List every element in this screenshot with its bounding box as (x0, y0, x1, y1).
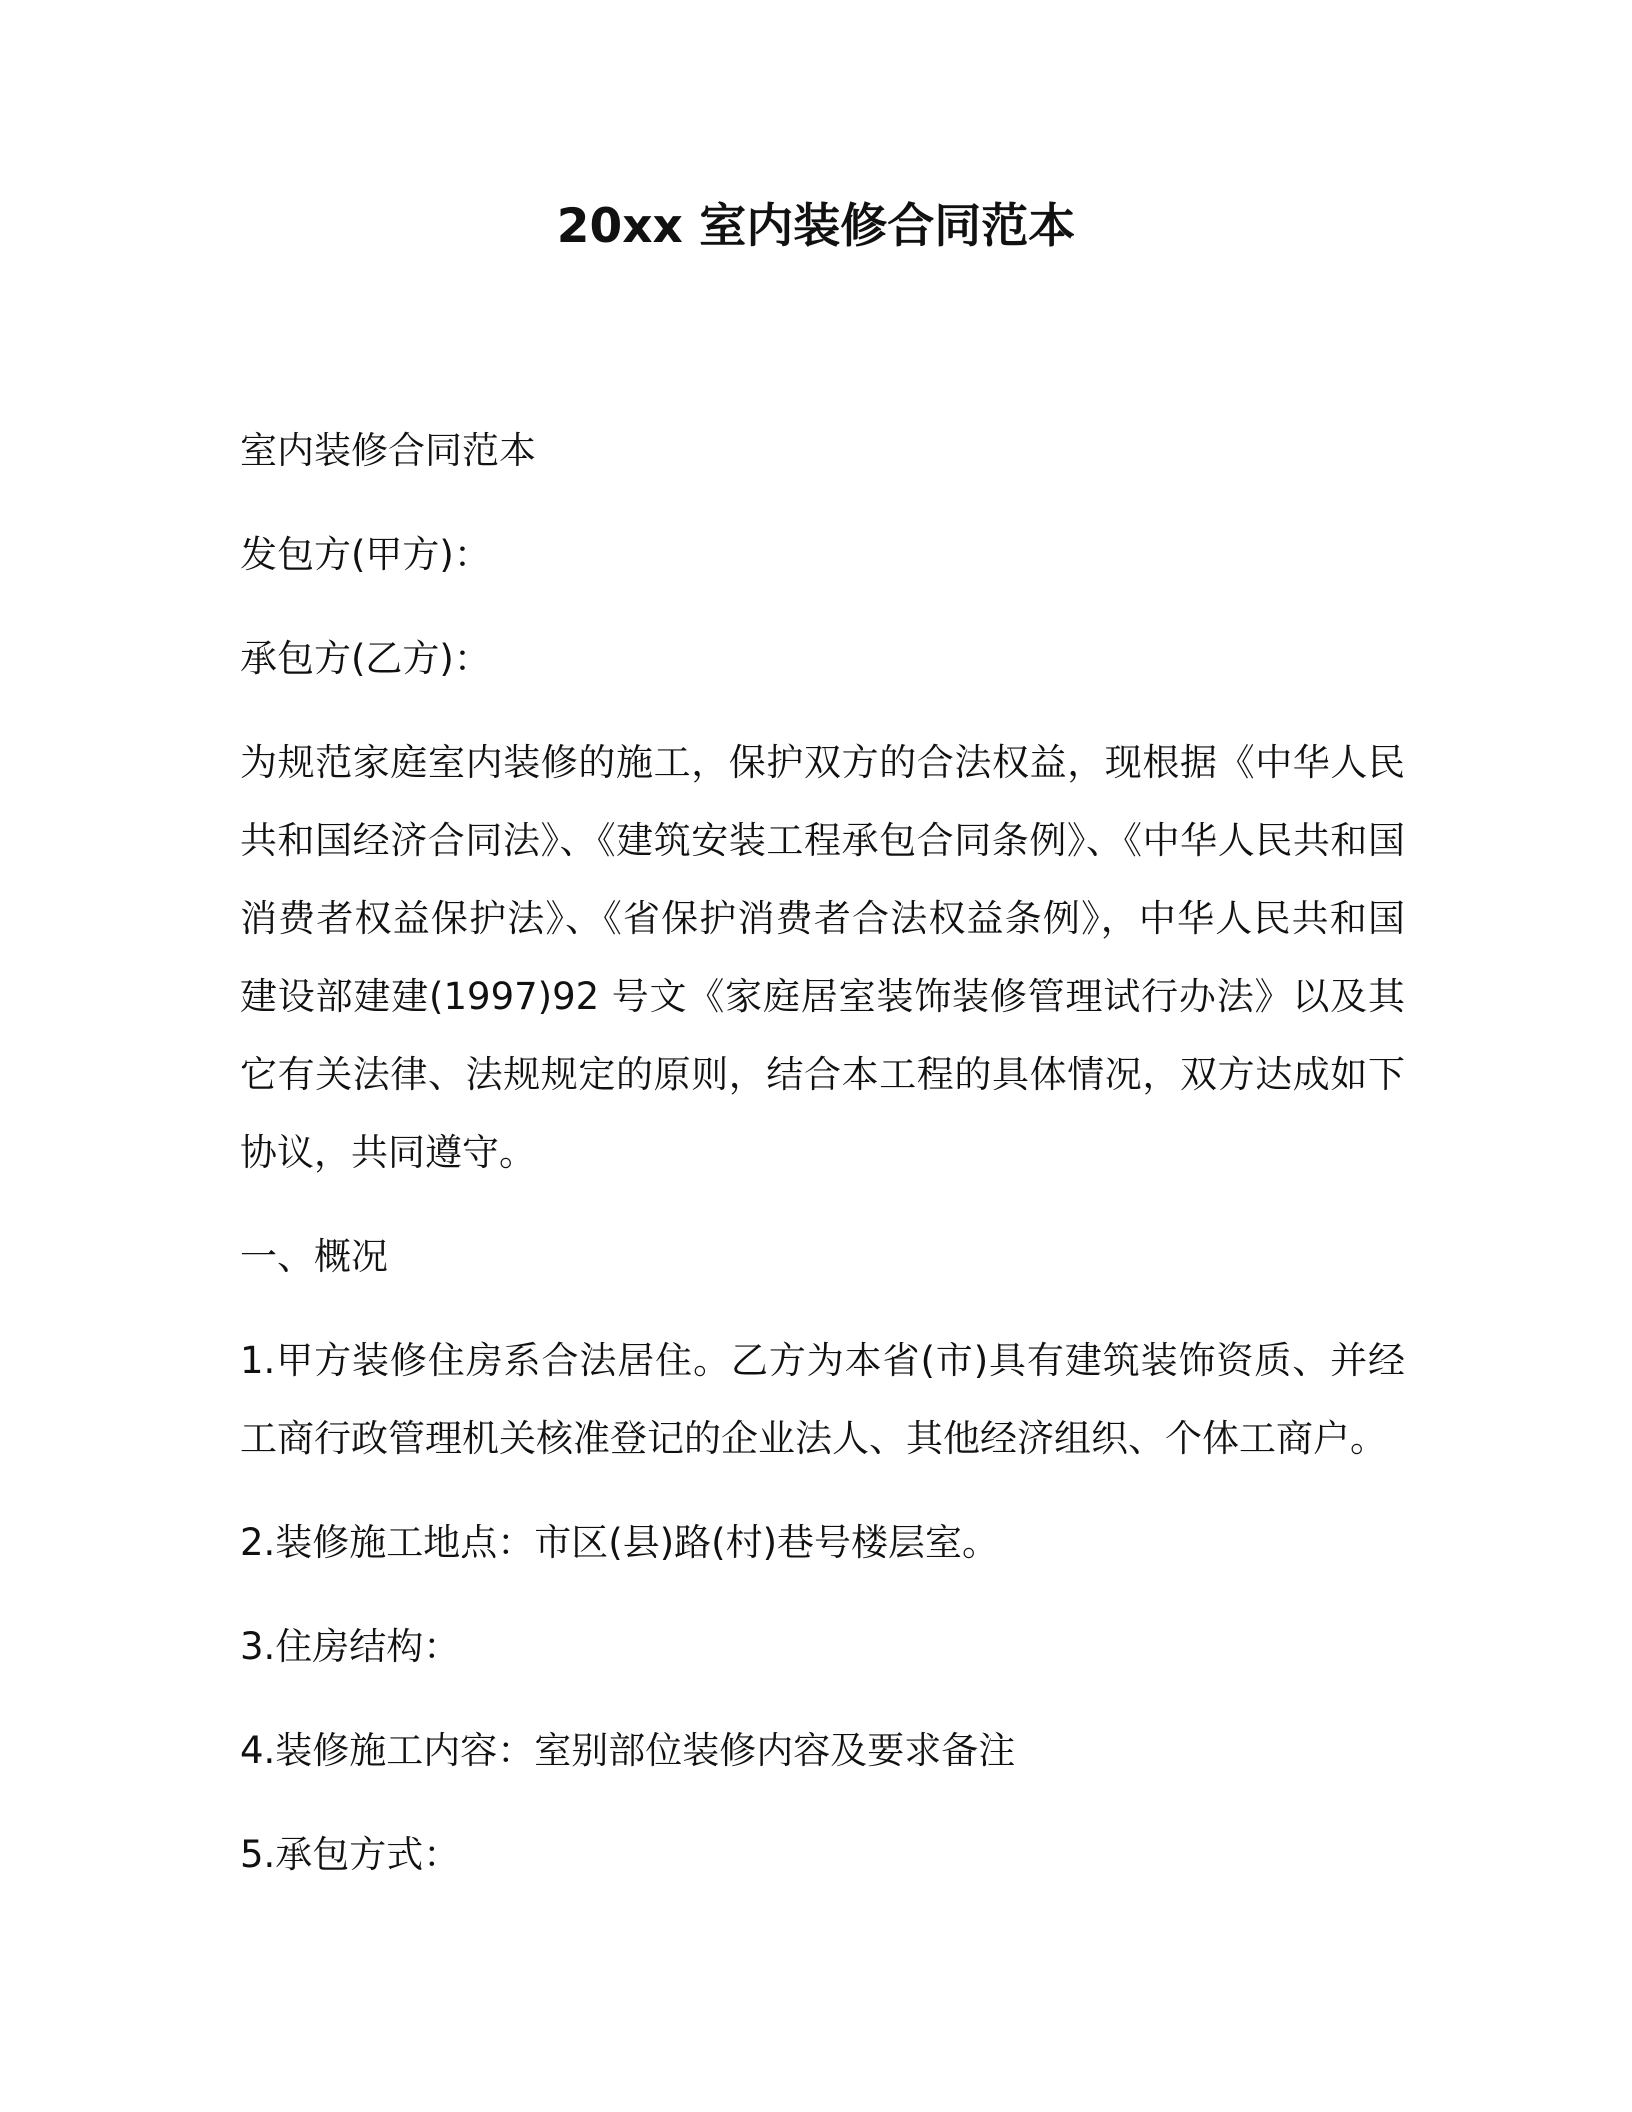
clause-3: 3.住房结构： (240, 1625, 461, 1668)
preamble-paragraph: 为规范家庭室内装修的施工，保护双方的合法权益，现根据《中华人民共和国经济合同法》、《建筑安装工程承包合同条例》、《中华人民共和国消费者权益保护法》、《省保护消费者合法权益条例》，中华人民共和国建设部建建(1997)92 号文《家庭居室装饰装修管理试行办法》以及其它有关法律、法规规定的原则，结合本工程的具体情况，双方达成如下协议，共同遵守。 (240, 741, 1405, 1174)
party-b-line: 承包方(乙方)： (240, 637, 491, 680)
clause-4: 4.装修施工内容：室别部位装修内容及要求备注 (240, 1729, 1016, 1772)
clause-1: 1.甲方装修住房系合法居住。乙方为本省(市)具有建筑装饰资质、并经工商行政管理机关核准登记的企业法人、其他经济组织、个体工商户。 (240, 1339, 1405, 1460)
party-a-line: 发包方(甲方)： (240, 533, 491, 576)
subtitle-paragraph: 室内装修合同范本 (240, 429, 536, 472)
document-title: 20xx 室内装修合同范本 (556, 199, 1076, 254)
clause-5: 5.承包方式： (240, 1833, 461, 1876)
document-body (240, 412, 1405, 1920)
section-heading-overview: 一、概况 (240, 1235, 388, 1278)
clause-2: 2.装修施工地点：市区(县)路(村)巷号楼层室。 (240, 1521, 1000, 1564)
